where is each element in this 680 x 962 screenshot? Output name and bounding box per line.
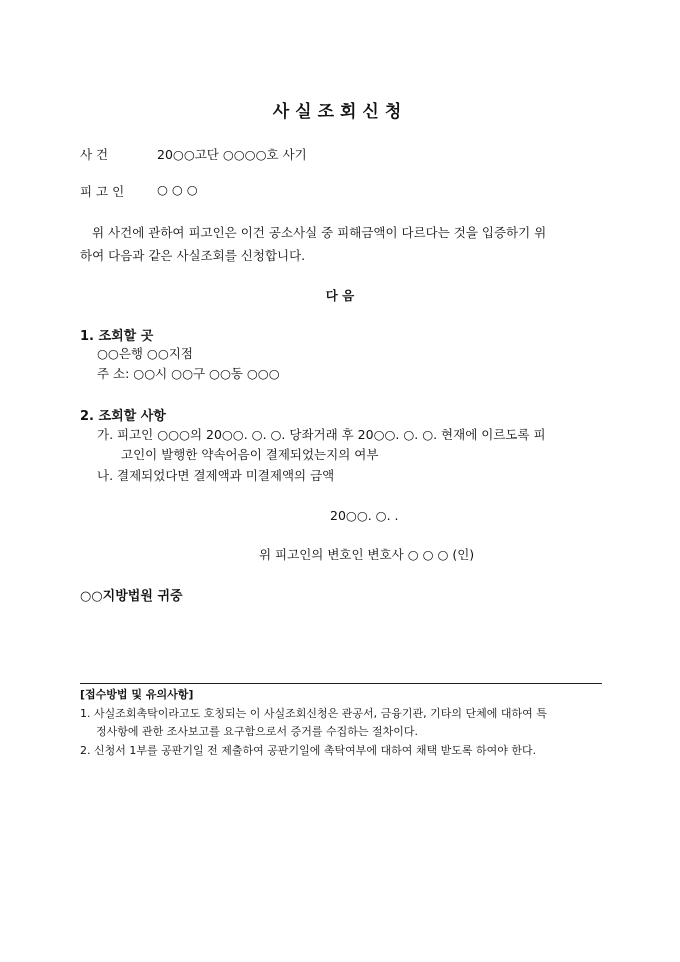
section2-heading: 2. 조회할 사항	[80, 409, 166, 424]
item-b: 나. 결제되었다면 결제액과 미결제액의 금액	[97, 468, 335, 483]
filing-date: 20○○. ○. .	[330, 508, 399, 523]
defendant-label: 피 고 인	[80, 184, 125, 199]
note-1-line-2: 정사항에 관한 조사보고를 요구함으로서 증거를 수집하는 절차이다.	[96, 725, 419, 738]
court-addressee: ○○지방법원 귀중	[80, 589, 183, 604]
section1-heading: 1. 조회할 곳	[80, 329, 154, 344]
item-a-line-2: 고인이 발행한 약속어음이 결제되었는지의 여부	[121, 447, 379, 462]
document-title: 사실조회신청	[272, 102, 408, 122]
attorney-signature: 위 피고인의 변호인 변호사 ○ ○ ○ (인)	[259, 547, 475, 562]
next-heading: 다 음	[325, 288, 355, 303]
intro-line-2: 하여 다음과 같은 사실조회를 신청합니다.	[80, 248, 306, 263]
inquiry-address: 주 소: ○○시 ○○구 ○○동 ○○○	[97, 366, 280, 381]
case-label: 사 건	[80, 147, 109, 162]
item-a-line-1: 가. 피고인 ○○○의 20○○. ○. ○. 당좌거래 후 20○○. ○. ○. 현재에 이르도록 피	[97, 427, 546, 442]
notes-divider	[80, 683, 602, 684]
notes-heading: [접수방법 및 유의사항]	[80, 688, 194, 701]
defendant-name: ○ ○ ○	[157, 182, 198, 197]
note-1-line-1: 1. 사실조회촉탁이라고도 호칭되는 이 사실조회신청은 관공서, 금융기관, 기타의 단체에 대하여 특	[80, 707, 547, 720]
inquiry-target: ○○은행 ○○지점	[97, 346, 193, 361]
case-value: 20○○고단 ○○○○호 사기	[157, 147, 307, 162]
note-2: 2. 신청서 1부를 공판기일 전 제출하여 공판기일에 촉탁여부에 대하여 채택 받도록 하여야 한다.	[80, 744, 537, 757]
intro-line-1: 위 사건에 관하여 피고인은 이건 공소사실 중 피해금액이 다르다는 것을 입증하기 위	[92, 225, 547, 240]
